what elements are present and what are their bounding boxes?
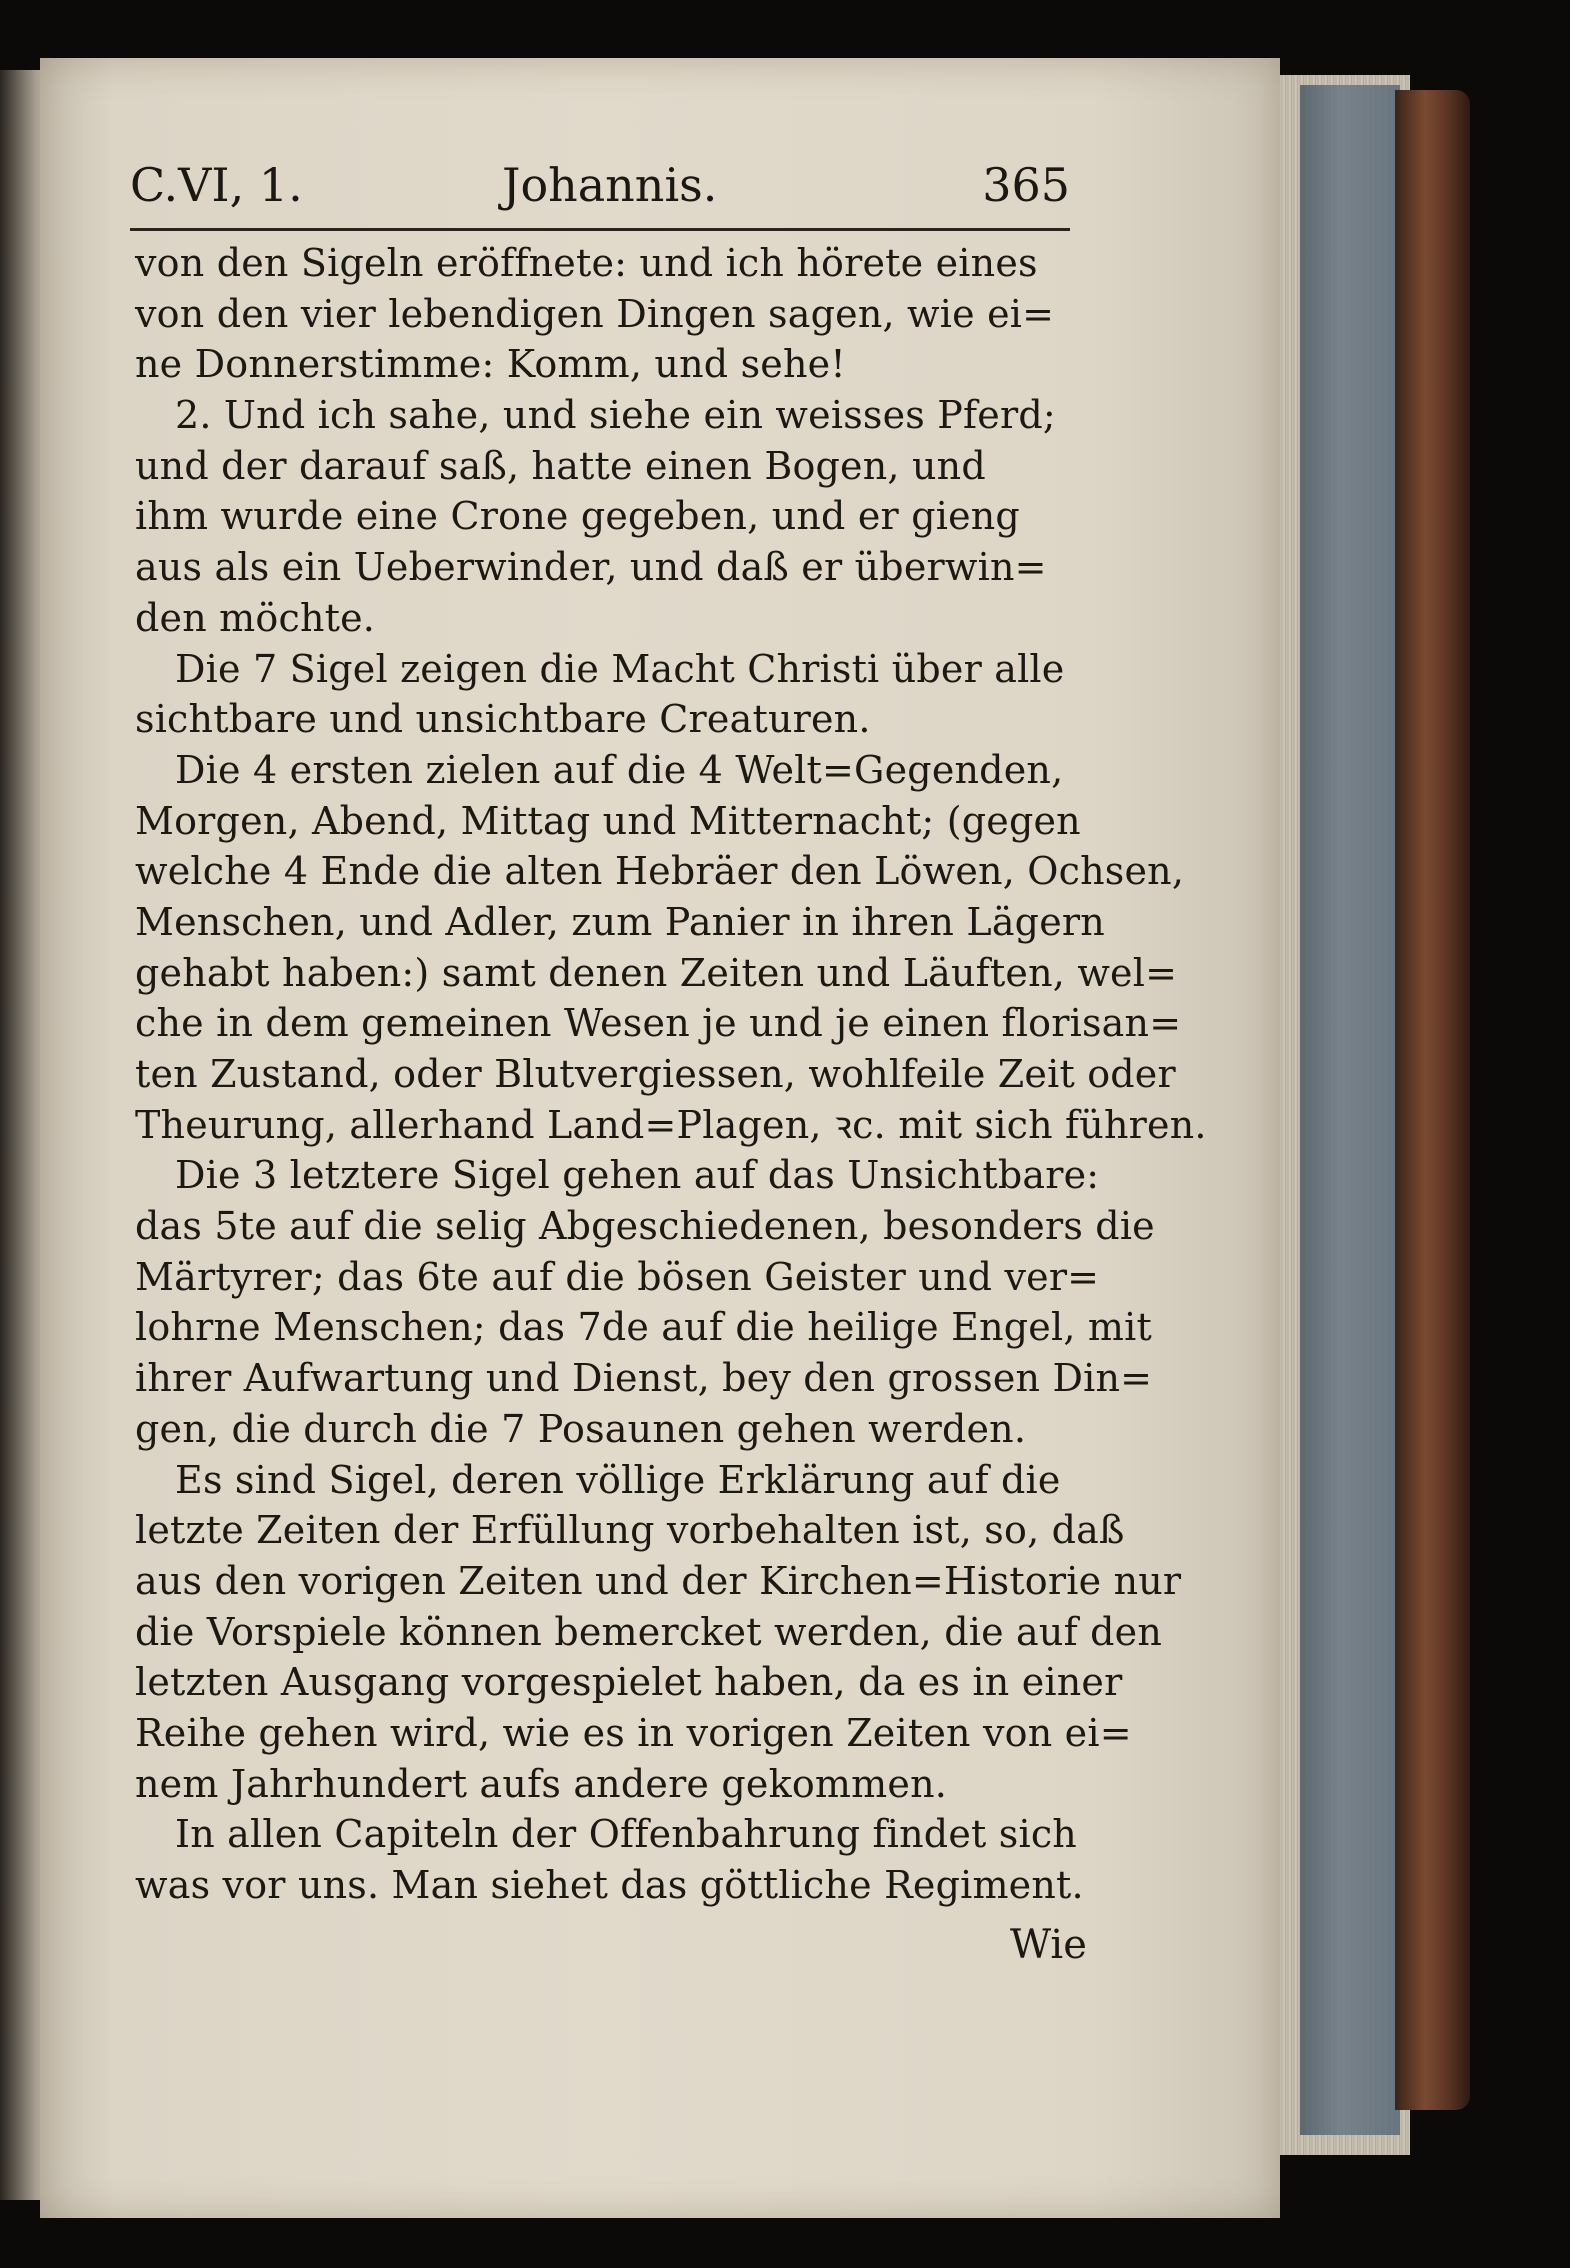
text-line: In allen Capiteln der Offenbahrung findet sich	[175, 1812, 1077, 1857]
text-line: welche 4 Ende die alten Hebräer den Löwen, Ochsen,	[135, 849, 1185, 894]
text-line: von den vier lebendigen Dingen sagen, wie ei=	[135, 291, 1055, 336]
colored-page-edge	[1300, 85, 1400, 2135]
text-line: und der darauf saß, hatte einen Bogen, und	[135, 443, 986, 488]
book-title: Johannis.	[502, 158, 718, 212]
header-rule	[130, 228, 1070, 231]
text-line: letzte Zeiten der Erfüllung vorbehalten ist, so, daß	[135, 1508, 1125, 1553]
text-line: ihrer Aufwartung und Dienst, bey den grossen Din=	[135, 1356, 1153, 1401]
text-line: aus den vorigen Zeiten und der Kirchen=Historie nur	[135, 1558, 1182, 1603]
text-line: Die 7 Sigel zeigen die Macht Christi über alle	[175, 646, 1065, 691]
text-line: lohrne Menschen; das 7de auf die heilige Engel, mit	[135, 1305, 1152, 1350]
text-line: Die 4 ersten zielen auf die 4 Welt=Gegenden,	[175, 747, 1064, 792]
text-line: 2. Und ich sahe, und siehe ein weisses Pferd;	[175, 393, 1056, 438]
book-cover	[1395, 90, 1470, 2110]
text-line: che in dem gemeinen Wesen je und je einen florisan=	[135, 1001, 1182, 1046]
text-line: Die 3 letztere Sigel gehen auf das Unsichtbare:	[175, 1153, 1100, 1198]
text-line: ten Zustand, oder Blutvergiessen, wohlfeile Zeit oder	[135, 1052, 1176, 1096]
text-line: ne Donnerstimme: Komm, und sehe!	[135, 342, 846, 387]
text-line: nem Jahrhundert aufs andere gekommen.	[135, 1761, 948, 1806]
chapter-verse-ref: C.VI, 1.	[130, 158, 303, 212]
text-line: was vor uns. Man siehet das göttliche Regiment.	[135, 1863, 1084, 1907]
text-line: aus als ein Ueberwinder, und daß er überwin=	[135, 545, 1047, 590]
text-line: von den Sigeln eröffnete: und ich hörete eines	[135, 241, 1038, 285]
body-text	[135, 238, 1207, 1911]
text-line: Morgen, Abend, Mittag und Mitternacht; (gegen	[135, 798, 1081, 843]
text-line: ihm wurde eine Crone gegeben, und er gieng	[135, 494, 1020, 539]
text-line: den möchte.	[135, 595, 376, 640]
text-line: Märtyrer; das 6te auf die bösen Geister und ver=	[135, 1254, 1100, 1299]
text-line: Reihe gehen wird, wie es in vorigen Zeiten von ei=	[135, 1710, 1132, 1755]
text-line: das 5te auf die selig Abgeschiedenen, besonders die	[135, 1204, 1155, 1249]
text-line: Theurung, allerhand Land=Plagen, ꝛc. mit sich führen.	[135, 1102, 1207, 1147]
text-line: die Vorspiele können bemercket werden, die auf den	[135, 1609, 1163, 1654]
page-number: 365	[982, 158, 1070, 212]
text-line: letzten Ausgang vorgespielet haben, da es in einer	[135, 1660, 1123, 1705]
text-line: Es sind Sigel, deren völlige Erklärung auf die	[175, 1457, 1061, 1502]
running-head	[130, 150, 1070, 220]
catchword: Wie	[1010, 1922, 1087, 1968]
text-line: gen, die durch die 7 Posaunen gehen werden.	[135, 1406, 1027, 1451]
text-line: gehabt haben:) samt denen Zeiten und Läuften, wel=	[135, 950, 1178, 995]
text-line: Menschen, und Adler, zum Panier in ihren Lägern	[135, 899, 1105, 944]
text-line: sichtbare und unsichtbare Creaturen.	[135, 697, 871, 742]
